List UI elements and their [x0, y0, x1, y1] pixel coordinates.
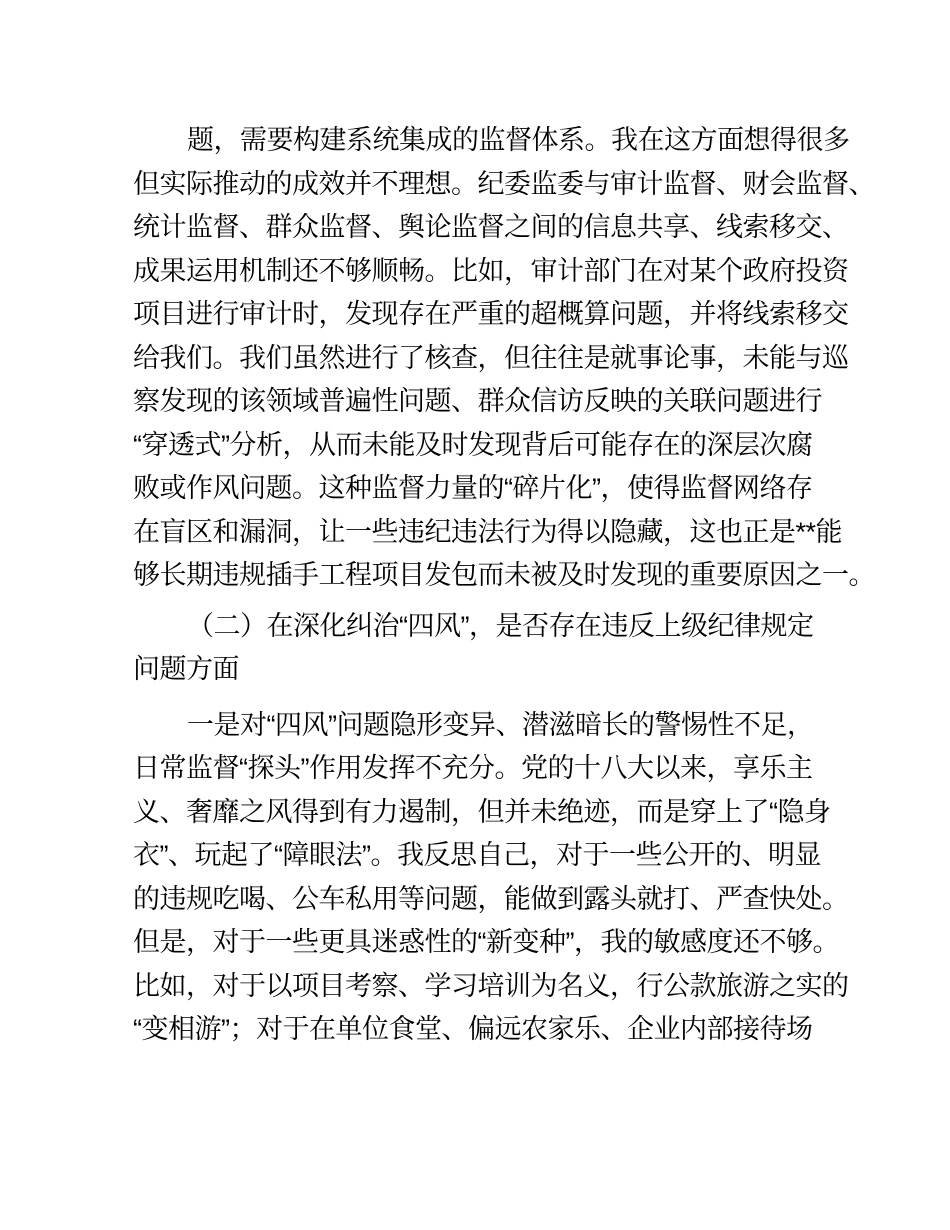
- text-line: 的违规吃喝、公车私用等问题，能做到露头就打、严查快处。: [133, 883, 849, 914]
- text-line: 给我们。我们虽然进行了核查，但往往是就事论事，未能与巡: [133, 342, 849, 373]
- text-line: 在盲区和漏洞，让一些违纪违法行为得以隐藏，这也正是**能: [133, 516, 843, 547]
- text-line: 但实际推动的成效并不理想。纪委监委与审计监督、财会监督、: [133, 168, 875, 199]
- text-line: 但是，对于一些更具迷惑性的“新变种”，我的敏感度还不够。: [133, 927, 839, 957]
- text-line: 一是对“四风”问题隐形变异、潜滋暗长的警惕性不足，: [187, 709, 814, 740]
- text-line: 统计监督、群众监督、舆论监督之间的信息共享、线索移交、: [133, 212, 849, 242]
- text-line: 题，需要构建系统集成的监督体系。我在这方面想得很多: [187, 125, 850, 155]
- text-line: 义、奢靡之风得到有力遏制，但并未绝迹，而是穿上了“隐身: [133, 796, 831, 827]
- text-line: 败或作风问题。这种监督力量的“碎片化”，使得监督网络存: [133, 473, 813, 503]
- paragraph-continued: [133, 119, 873, 598]
- document-content: [133, 119, 873, 1052]
- text-line: 衣”、玩起了“障眼法”。我反思自己，对于一些公开的、明显: [133, 840, 821, 870]
- heading-line: 问题方面: [133, 654, 239, 684]
- text-line: 日常监督“探头”作用发挥不充分。党的十八大以来，享乐主: [133, 753, 813, 783]
- text-line: 成果运用机制还不够顺畅。比如，审计部门在对某个政府投资: [133, 255, 849, 286]
- text-line: “穿透式”分析，从而未能及时发现背后可能存在的深层次腐: [133, 429, 813, 460]
- text-line: 项目进行审计时，发现存在严重的超概算问题，并将线索移交: [133, 299, 849, 329]
- text-line: 够长期违规插手工程项目发包而未被及时发现的重要原因之一。: [133, 560, 875, 590]
- section-heading: [133, 605, 873, 692]
- text-line: 察发现的该领域普遍性问题、群众信访反映的关联问题进行: [133, 386, 822, 416]
- text-line: 比如，对于以项目考察、学习培训为名义，行公款旅游之实的: [133, 970, 849, 1001]
- text-line: “变相游”；对于在单位食堂、偏远农家乐、企业内部接待场: [133, 1014, 813, 1044]
- heading-line: （二）在深化纠治“四风”，是否存在违反上级纪律规定: [187, 610, 814, 641]
- paragraph-body: [133, 704, 873, 1052]
